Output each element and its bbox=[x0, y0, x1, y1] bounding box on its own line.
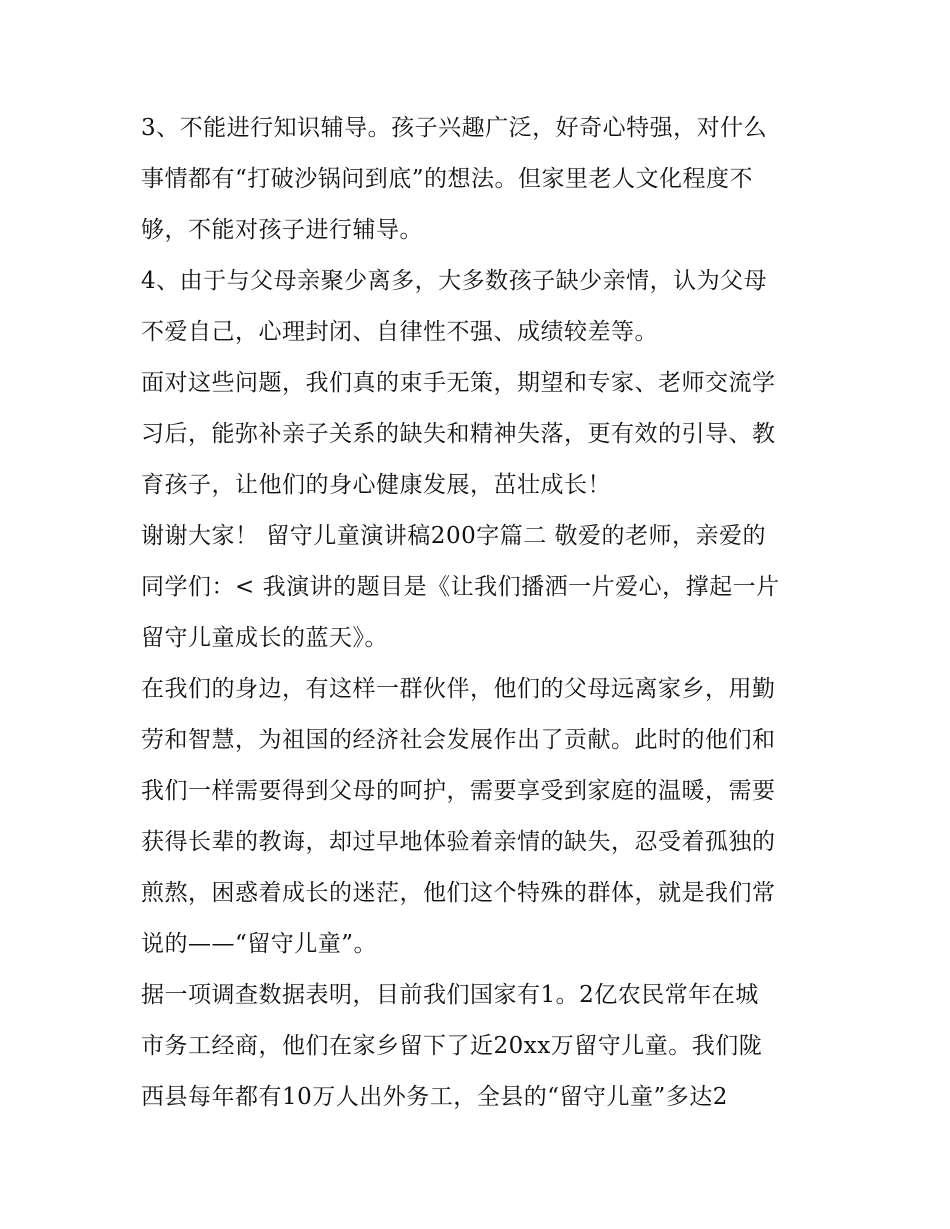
text-line: 事情都有“打破沙锅问到底”的想法。但家里老人文化程度不 bbox=[141, 166, 754, 192]
text-line: 在我们的身边，有这样一群伙伴，他们的父母远离家乡，用勤 bbox=[141, 676, 776, 702]
text-line: 说的——“留守儿童”。 bbox=[141, 931, 378, 957]
text-line: 煎熬，困惑着成长的迷茫，他们这个特殊的群体，就是我们常 bbox=[141, 880, 776, 906]
text-line: 我们一样需要得到父母的呵护，需要享受到家庭的温暖，需要 bbox=[141, 778, 776, 804]
document-body bbox=[141, 103, 821, 1123]
text-line: 留守儿童成长的蓝天》。 bbox=[141, 625, 388, 651]
text-line: 不爱自己，心理封闭、自律性不强、成绩较差等。 bbox=[141, 319, 658, 345]
text-line: 据一项调查数据表明，目前我们国家有1。2亿农民常年在城 bbox=[141, 982, 759, 1008]
text-line: 习后，能弥补亲子关系的缺失和精神失落，更有效的引导、教 bbox=[141, 421, 776, 447]
text-line: 获得长辈的教诲，却过早地体验着亲情的缺失，忍受着孤独的 bbox=[141, 829, 776, 855]
text-line: 面对这些问题，我们真的束手无策，期望和专家、老师交流学 bbox=[141, 370, 776, 396]
text-line: 育孩子，让他们的身心健康发展，茁壮成长！ bbox=[141, 472, 611, 498]
text-line: 谢谢大家！ 留守儿童演讲稿200字篇二 敬爱的老师，亲爱的 bbox=[141, 523, 767, 549]
text-line: 西县每年都有10万人出外务工，全县的“留守儿童”多达2 bbox=[141, 1084, 728, 1110]
text-line: 够，不能对孩子进行辅导。 bbox=[141, 217, 423, 243]
text-line: 4、由于与父母亲聚少离多，大多数孩子缺少亲情，认为父母 bbox=[141, 268, 768, 294]
text-line: 同学们：< 我演讲的题目是《让我们播洒一片爱心，撑起一片 bbox=[141, 574, 780, 600]
text-line: 3、不能进行知识辅导。孩子兴趣广泛，好奇心特强，对什么 bbox=[141, 115, 768, 141]
text-line: 市务工经商，他们在家乡留下了近20xx万留守儿童。我们陇 bbox=[141, 1033, 763, 1059]
text-line: 劳和智慧，为祖国的经济社会发展作出了贡献。此时的他们和 bbox=[141, 727, 776, 753]
